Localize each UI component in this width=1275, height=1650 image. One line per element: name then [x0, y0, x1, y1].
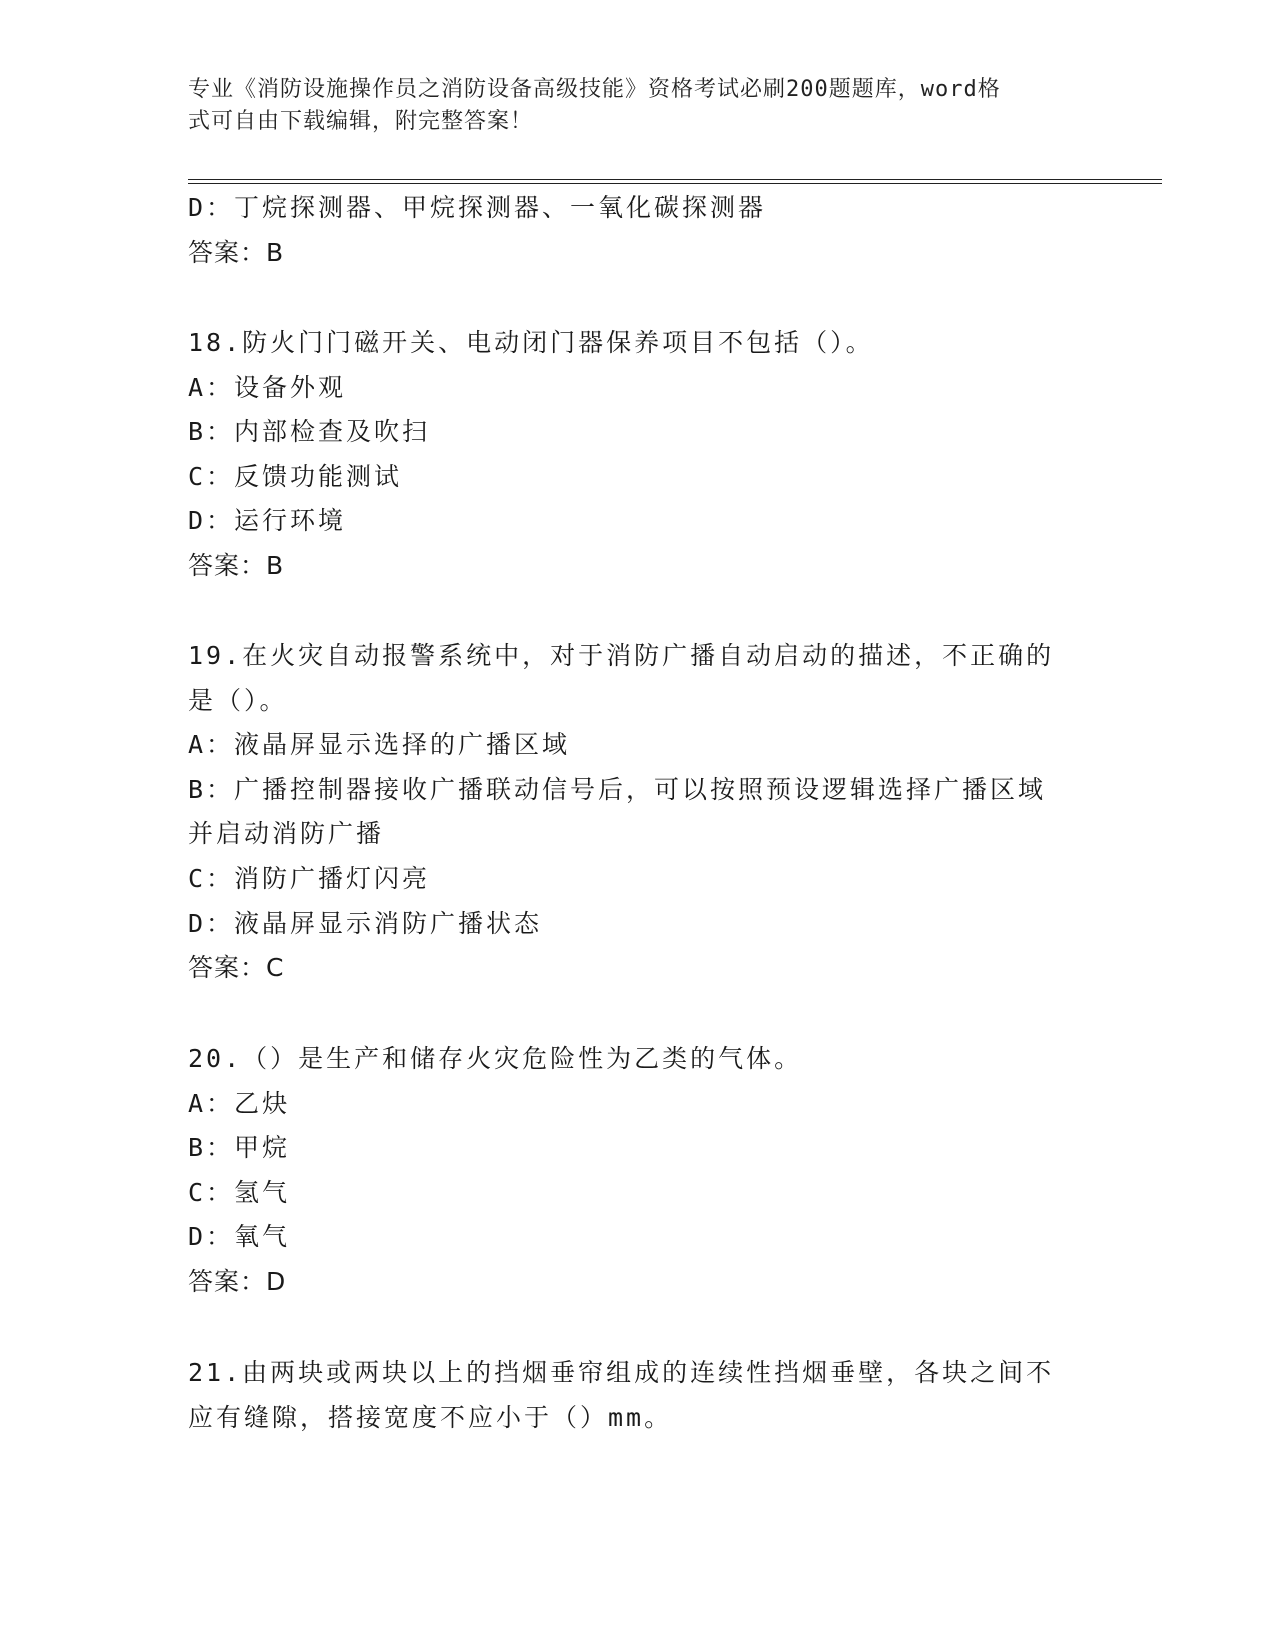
header-line-1: 专业《消防设施操作员之消防设备高级技能》资格考试必刷200题题库，word格	[188, 77, 1001, 102]
q17-option-d: D：丁烷探测器、甲烷探测器、一氧化碳探测器	[188, 193, 767, 222]
q19-option-b-line-2: 并启动消防广播	[188, 819, 385, 848]
q19-stem-line-2: 是（）。	[188, 686, 288, 715]
q19-answer: 答案：C	[188, 953, 285, 982]
q18-option-d: D：运行环境	[188, 506, 347, 535]
q17-answer: 答案：B	[188, 238, 285, 267]
header-divider-top	[188, 179, 1162, 180]
q20-stem: 20.（）是生产和储存火灾危险性为乙类的气体。	[188, 1044, 803, 1073]
q19-option-b-line-1: B：广播控制器接收广播联动信号后，可以按照预设逻辑选择广播区域	[188, 775, 1047, 804]
header-divider-bottom	[188, 183, 1162, 184]
q20-answer: 答案：D	[188, 1267, 287, 1296]
header-line-2: 式可自由下载编辑，附完整答案！	[188, 109, 534, 134]
document-header	[188, 74, 1068, 138]
q18-option-b: B：内部检查及吹扫	[188, 417, 431, 446]
q18-stem: 18.防火门门磁开关、电动闭门器保养项目不包括（）。	[188, 328, 874, 357]
q19-option-d: D：液晶屏显示消防广播状态	[188, 909, 543, 938]
q20-option-b: B：甲烷	[188, 1133, 291, 1162]
q20-option-d: D：氧气	[188, 1222, 291, 1251]
q21-stem-line-1: 21.由两块或两块以上的挡烟垂帘组成的连续性挡烟垂壁，各块之间不	[188, 1358, 1055, 1387]
q19-option-c: C：消防广播灯闪亮	[188, 864, 431, 893]
q19-stem-line-1: 19.在火灾自动报警系统中，对于消防广播自动启动的描述，不正确的	[188, 641, 1055, 670]
q18-answer: 答案：B	[188, 551, 285, 580]
q19-option-a: A：液晶屏显示选择的广播区域	[188, 730, 571, 759]
q18-option-c: C：反馈功能测试	[188, 462, 403, 491]
q18-option-a: A：设备外观	[188, 373, 347, 402]
q20-option-c: C：氢气	[188, 1178, 291, 1207]
q20-option-a: A：乙炔	[188, 1089, 291, 1118]
q21-stem-line-2: 应有缝隙，搭接宽度不应小于（）mm。	[188, 1403, 673, 1432]
